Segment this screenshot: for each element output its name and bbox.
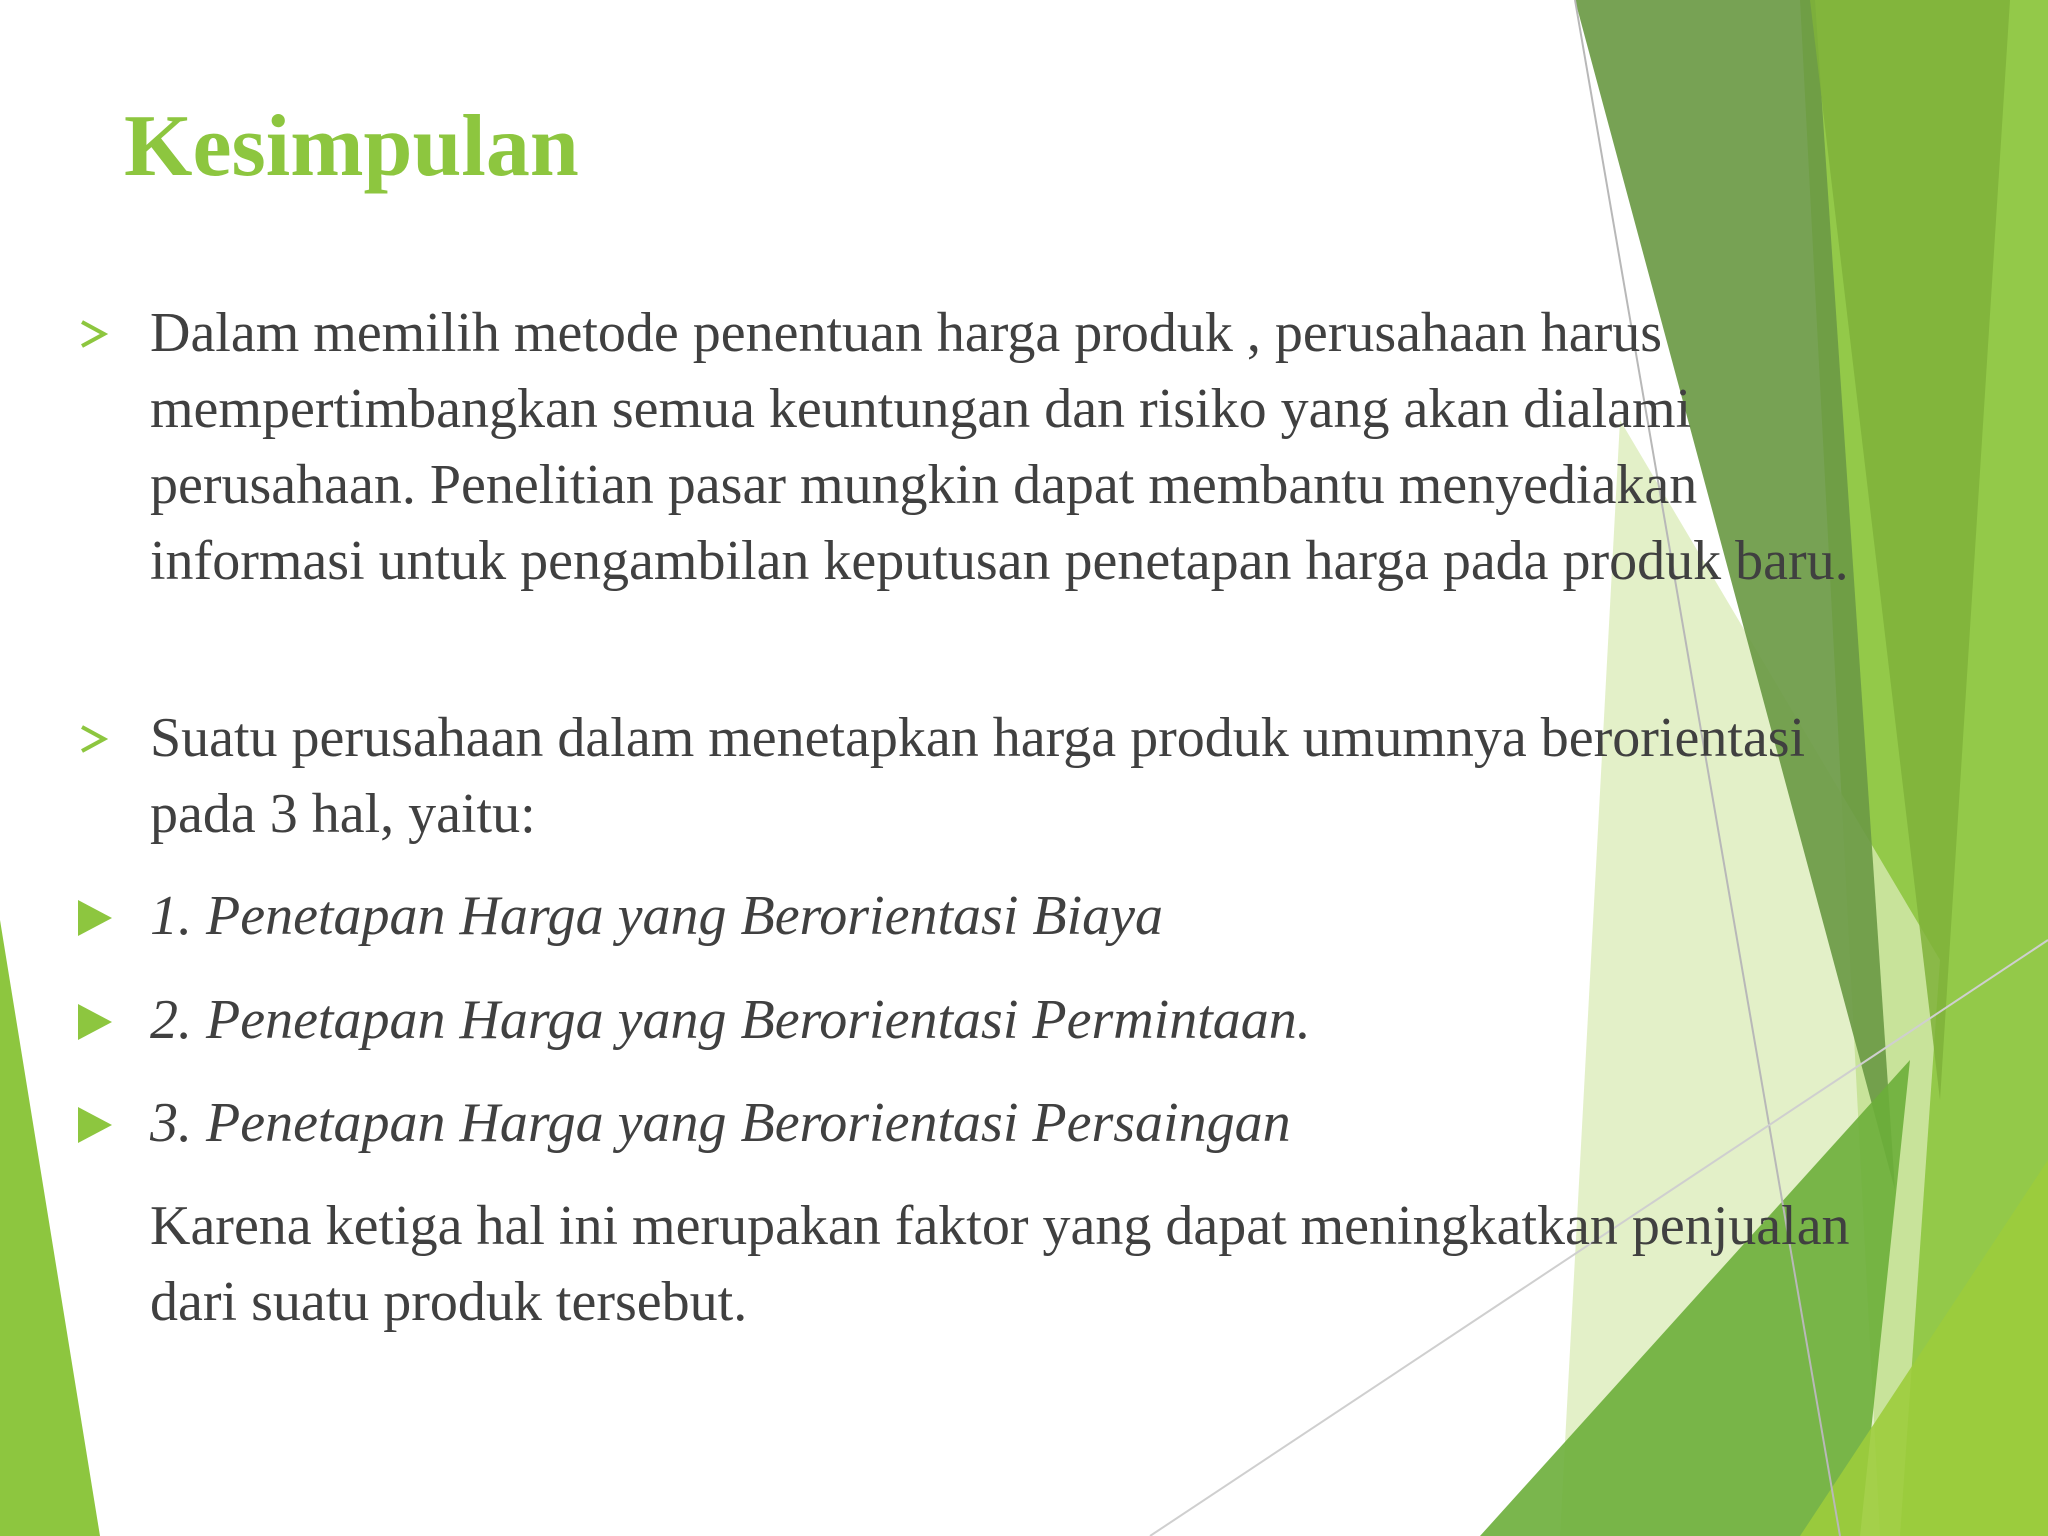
- paragraph-orientation: Suatu perusahaan dalam menetapkan harga produk umumnya berorientasi pada 3 hal, yaitu:: [150, 707, 1806, 845]
- slide-title: Kesimpulan: [124, 98, 579, 195]
- list-item-competition: 3. Penetapan Harga yang Berorientasi Persaingan: [150, 1092, 1291, 1154]
- chevron-bullet-icon: [74, 314, 114, 354]
- triangle-bullet-icon: [74, 898, 114, 938]
- paragraph-pricing-method: Dalam memilih metode penentuan harga produk , perusahaan harus mempertimbangkan semua keuntungan dan risiko yang akan dialami perusahaan. Penelitian pasar mungkin dapat membantu menyediakan informasi untuk pengambilan keputusan penetapan harga pada produk baru.: [150, 302, 1849, 592]
- list-item-cost: 1. Penetapan Harga yang Berorientasi Biaya: [150, 885, 1164, 947]
- triangle-bullet-icon: [74, 1002, 114, 1042]
- chevron-bullet-icon: [74, 719, 114, 759]
- closing-paragraph: Karena ketiga hal ini merupakan faktor yang dapat meningkatkan penjualan dari suatu produk tersebut.: [150, 1195, 1850, 1333]
- list-item-demand: 2. Penetapan Harga yang Berorientasi Permintaan.: [150, 989, 1311, 1051]
- triangle-bullet-icon: [74, 1105, 114, 1145]
